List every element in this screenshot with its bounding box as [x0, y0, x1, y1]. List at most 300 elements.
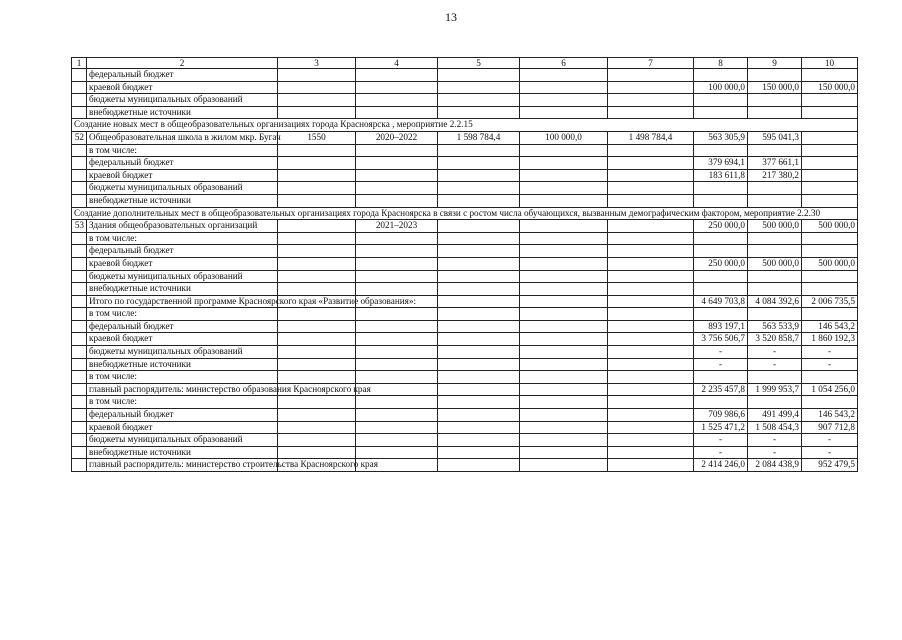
year3-cell: 952 479,5: [802, 459, 858, 472]
cost-cell: [438, 220, 520, 233]
remaining-cost-cell: [608, 270, 694, 283]
spent-before-cell: [520, 220, 608, 233]
year2-cell: -: [748, 434, 802, 447]
year1-cell: 183 611,8: [694, 169, 748, 182]
remaining-cost-cell: [608, 283, 694, 296]
cost-cell: [438, 434, 520, 447]
year1-cell: [694, 69, 748, 82]
year3-cell: [802, 270, 858, 283]
table-row: [72, 283, 858, 296]
name-cell: краевой бюджет: [87, 81, 278, 94]
capacity-cell: [278, 283, 356, 296]
section-title-row: [72, 119, 858, 132]
cost-cell: [438, 295, 520, 308]
row-number-cell: [72, 421, 87, 434]
row-number-cell: [72, 69, 87, 82]
table-row: [72, 220, 858, 233]
remaining-cost-cell: [608, 346, 694, 359]
name-cell: федеральный бюджет: [87, 409, 278, 422]
remaining-cost-cell: [608, 69, 694, 82]
year1-cell: 563 305,9: [694, 131, 748, 144]
year1-cell: 250 000,0: [694, 257, 748, 270]
name-cell: внебюджетные источники: [87, 446, 278, 459]
remaining-cost-cell: [608, 409, 694, 422]
table-row: [72, 295, 858, 308]
spent-before-cell: [520, 69, 608, 82]
table-row: [72, 446, 858, 459]
year3-cell: -: [802, 446, 858, 459]
remaining-cost-cell: [608, 358, 694, 371]
year3-cell: -: [802, 346, 858, 359]
remaining-cost-cell: 1 498 784,4: [608, 131, 694, 144]
year3-cell: 146 543,2: [802, 320, 858, 333]
year2-cell: [748, 232, 802, 245]
year3-cell: [802, 308, 858, 321]
capacity-cell: [278, 446, 356, 459]
period-cell: [356, 169, 438, 182]
period-cell: [356, 194, 438, 207]
row-number-cell: [72, 459, 87, 472]
remaining-cost-cell: [608, 220, 694, 233]
spent-before-cell: [520, 396, 608, 409]
spent-before-cell: [520, 409, 608, 422]
cost-cell: [438, 383, 520, 396]
capacity-cell: [278, 320, 356, 333]
capacity-cell: [278, 232, 356, 245]
capacity-cell: [278, 81, 356, 94]
year2-cell: 1 508 454,3: [748, 421, 802, 434]
table-row: [72, 459, 858, 472]
year1-cell: [694, 182, 748, 195]
year2-cell: [748, 245, 802, 258]
budget-table: [71, 57, 858, 472]
spent-before-cell: [520, 371, 608, 384]
spent-before-cell: [520, 257, 608, 270]
row-number-cell: [72, 358, 87, 371]
table-row: [72, 144, 858, 157]
table-row: [72, 409, 858, 422]
row-number-cell: [72, 194, 87, 207]
remaining-cost-cell: [608, 257, 694, 270]
column-header: 7: [608, 58, 694, 69]
year3-cell: [802, 144, 858, 157]
year3-cell: -: [802, 434, 858, 447]
period-cell: [356, 182, 438, 195]
row-number-cell: [72, 270, 87, 283]
year3-cell: [802, 69, 858, 82]
spent-before-cell: [520, 434, 608, 447]
section-title: Создание новых мест в общеобразовательных организациях города Красноярска , мероприятие 2.2.15: [72, 119, 858, 132]
year3-cell: [802, 396, 858, 409]
year1-cell: [694, 232, 748, 245]
year3-cell: 500 000,0: [802, 220, 858, 233]
period-cell: [356, 371, 438, 384]
name-cell: краевой бюджет: [87, 169, 278, 182]
year3-cell: 500 000,0: [802, 257, 858, 270]
table-row: [72, 333, 858, 346]
table-row: [72, 308, 858, 321]
period-cell: [356, 320, 438, 333]
capacity-cell: [278, 409, 356, 422]
name-cell: в том числе:: [87, 371, 278, 384]
year2-cell: 491 499,4: [748, 409, 802, 422]
name-cell: бюджеты муниципальных образований: [87, 346, 278, 359]
spent-before-cell: [520, 333, 608, 346]
capacity-cell: [278, 94, 356, 107]
year2-cell: 150 000,0: [748, 81, 802, 94]
spent-before-cell: [520, 308, 608, 321]
spent-before-cell: [520, 320, 608, 333]
name-cell: в том числе:: [87, 396, 278, 409]
remaining-cost-cell: [608, 371, 694, 384]
period-cell: [356, 157, 438, 170]
year2-cell: -: [748, 446, 802, 459]
remaining-cost-cell: [608, 459, 694, 472]
name-cell: в том числе:: [87, 232, 278, 245]
year3-cell: 2 006 735,5: [802, 295, 858, 308]
year2-cell: [748, 270, 802, 283]
spent-before-cell: [520, 421, 608, 434]
cost-cell: [438, 169, 520, 182]
row-number-cell: [72, 308, 87, 321]
capacity-cell: [278, 245, 356, 258]
year1-cell: [694, 144, 748, 157]
year1-cell: 2 414 246,0: [694, 459, 748, 472]
remaining-cost-cell: [608, 182, 694, 195]
name-cell: Здания общеобразовательных организаций: [87, 220, 278, 233]
cost-cell: [438, 94, 520, 107]
cost-cell: [438, 308, 520, 321]
column-header: 6: [520, 58, 608, 69]
column-header: 9: [748, 58, 802, 69]
remaining-cost-cell: [608, 421, 694, 434]
column-header: 4: [356, 58, 438, 69]
column-header: 1: [72, 58, 87, 69]
period-cell: [356, 245, 438, 258]
spent-before-cell: [520, 232, 608, 245]
spent-before-cell: [520, 157, 608, 170]
row-number-cell: [72, 333, 87, 346]
name-cell: краевой бюджет: [87, 257, 278, 270]
year1-cell: 250 000,0: [694, 220, 748, 233]
spent-before-cell: [520, 245, 608, 258]
cost-cell: [438, 446, 520, 459]
row-number-cell: [72, 106, 87, 119]
year3-cell: 1 860 192,3: [802, 333, 858, 346]
year3-cell: [802, 245, 858, 258]
table-row: [72, 232, 858, 245]
table-row: [72, 383, 858, 396]
remaining-cost-cell: [608, 81, 694, 94]
table-row: [72, 270, 858, 283]
row-number-cell: [72, 383, 87, 396]
row-number-cell: 53: [72, 220, 87, 233]
capacity-cell: [278, 421, 356, 434]
table-row: [72, 194, 858, 207]
year2-cell: [748, 396, 802, 409]
year3-cell: [802, 157, 858, 170]
remaining-cost-cell: [608, 308, 694, 321]
table-row: [72, 157, 858, 170]
table-row: [72, 434, 858, 447]
cost-cell: [438, 232, 520, 245]
column-header: 2: [87, 58, 278, 69]
capacity-cell: [278, 434, 356, 447]
year1-cell: 4 649 703,8: [694, 295, 748, 308]
year1-cell: 2 235 457,8: [694, 383, 748, 396]
spent-before-cell: [520, 169, 608, 182]
remaining-cost-cell: [608, 446, 694, 459]
year3-cell: -: [802, 358, 858, 371]
capacity-cell: [278, 182, 356, 195]
year2-cell: -: [748, 358, 802, 371]
name-cell: бюджеты муниципальных образований: [87, 270, 278, 283]
capacity-cell: [278, 346, 356, 359]
spent-before-cell: [520, 283, 608, 296]
year2-cell: 4 084 392,6: [748, 295, 802, 308]
cost-cell: [438, 245, 520, 258]
table-row: [72, 182, 858, 195]
year1-cell: [694, 371, 748, 384]
table-row: [72, 320, 858, 333]
remaining-cost-cell: [608, 106, 694, 119]
year2-cell: [748, 69, 802, 82]
spent-before-cell: [520, 346, 608, 359]
year2-cell: [748, 308, 802, 321]
capacity-cell: 1550: [278, 131, 356, 144]
year1-cell: -: [694, 346, 748, 359]
year2-cell: 377 661,1: [748, 157, 802, 170]
period-cell: [356, 81, 438, 94]
row-number-cell: [72, 320, 87, 333]
cost-cell: [438, 81, 520, 94]
spent-before-cell: [520, 106, 608, 119]
name-cell: федеральный бюджет: [87, 320, 278, 333]
year3-cell: [802, 283, 858, 296]
table-row: [72, 358, 858, 371]
year2-cell: -: [748, 346, 802, 359]
capacity-cell: [278, 358, 356, 371]
year1-cell: [694, 270, 748, 283]
name-cell: главный распорядитель: министерство строительства Красноярского края: [87, 459, 278, 472]
capacity-cell: [278, 333, 356, 346]
year2-cell: 563 533,9: [748, 320, 802, 333]
year1-cell: 100 000,0: [694, 81, 748, 94]
name-cell: федеральный бюджет: [87, 245, 278, 258]
capacity-cell: [278, 169, 356, 182]
remaining-cost-cell: [608, 383, 694, 396]
year3-cell: [802, 371, 858, 384]
name-cell: главный распорядитель: министерство образования Красноярского края: [87, 383, 278, 396]
period-cell: [356, 333, 438, 346]
year1-cell: [694, 283, 748, 296]
year3-cell: 1 054 256,0: [802, 383, 858, 396]
period-cell: [356, 346, 438, 359]
year3-cell: [802, 194, 858, 207]
year2-cell: 2 084 438,9: [748, 459, 802, 472]
name-cell: бюджеты муниципальных образований: [87, 94, 278, 107]
year1-cell: [694, 194, 748, 207]
period-cell: [356, 94, 438, 107]
capacity-cell: [278, 371, 356, 384]
row-number-cell: [72, 232, 87, 245]
period-cell: [356, 358, 438, 371]
cost-cell: [438, 69, 520, 82]
spent-before-cell: [520, 295, 608, 308]
table-header-row: [72, 58, 858, 69]
capacity-cell: [278, 157, 356, 170]
remaining-cost-cell: [608, 232, 694, 245]
row-number-cell: [72, 446, 87, 459]
name-cell: в том числе:: [87, 144, 278, 157]
name-cell: внебюджетные источники: [87, 358, 278, 371]
cost-cell: [438, 333, 520, 346]
cost-cell: [438, 157, 520, 170]
capacity-cell: [278, 396, 356, 409]
cost-cell: [438, 358, 520, 371]
year1-cell: 3 756 506,7: [694, 333, 748, 346]
row-number-cell: [72, 257, 87, 270]
year1-cell: 1 525 471,2: [694, 421, 748, 434]
table-row: [72, 131, 858, 144]
column-header: 3: [278, 58, 356, 69]
table-row: [72, 169, 858, 182]
name-cell: внебюджетные источники: [87, 194, 278, 207]
year2-cell: 3 520 858,7: [748, 333, 802, 346]
row-number-cell: [72, 371, 87, 384]
cost-cell: [438, 409, 520, 422]
period-cell: 2021–2023: [356, 220, 438, 233]
period-cell: [356, 421, 438, 434]
year2-cell: 500 000,0: [748, 220, 802, 233]
period-cell: [356, 446, 438, 459]
section-title: Создание дополнительных мест в общеобразовательных организациях города Красноярска в связи с ростом числа обучающихся, вызванным демографическим фактором, мероприятие 2.2.30: [72, 207, 858, 220]
capacity-cell: [278, 270, 356, 283]
year2-cell: [748, 182, 802, 195]
year3-cell: [802, 182, 858, 195]
column-header: 5: [438, 58, 520, 69]
period-cell: [356, 232, 438, 245]
remaining-cost-cell: [608, 295, 694, 308]
table-row: [72, 94, 858, 107]
table-row: [72, 396, 858, 409]
remaining-cost-cell: [608, 245, 694, 258]
spent-before-cell: [520, 383, 608, 396]
row-number-cell: [72, 396, 87, 409]
row-number-cell: 52: [72, 131, 87, 144]
year3-cell: 907 712,8: [802, 421, 858, 434]
row-number-cell: [72, 94, 87, 107]
table-row: [72, 421, 858, 434]
row-number-cell: [72, 409, 87, 422]
cost-cell: [438, 396, 520, 409]
table-row: [72, 106, 858, 119]
cost-cell: [438, 346, 520, 359]
period-cell: [356, 283, 438, 296]
row-number-cell: [72, 346, 87, 359]
period-cell: 2020–2022: [356, 131, 438, 144]
remaining-cost-cell: [608, 144, 694, 157]
year2-cell: [748, 94, 802, 107]
year3-cell: [802, 94, 858, 107]
year2-cell: [748, 106, 802, 119]
capacity-cell: [278, 144, 356, 157]
year2-cell: [748, 144, 802, 157]
table-row: [72, 81, 858, 94]
remaining-cost-cell: [608, 157, 694, 170]
year3-cell: [802, 106, 858, 119]
period-cell: [356, 270, 438, 283]
cost-cell: [438, 371, 520, 384]
capacity-cell: [278, 308, 356, 321]
table-row: [72, 371, 858, 384]
remaining-cost-cell: [608, 169, 694, 182]
capacity-cell: [278, 106, 356, 119]
period-cell: [356, 144, 438, 157]
remaining-cost-cell: [608, 194, 694, 207]
name-cell: Итого по государственной программе Красноярского края «Развитие образования»:: [87, 295, 278, 308]
row-number-cell: [72, 157, 87, 170]
year3-cell: 150 000,0: [802, 81, 858, 94]
cost-cell: 1 598 784,4: [438, 131, 520, 144]
table-row: [72, 346, 858, 359]
remaining-cost-cell: [608, 94, 694, 107]
section-title-row: [72, 207, 858, 220]
period-cell: [356, 106, 438, 119]
period-cell: [356, 409, 438, 422]
spent-before-cell: [520, 358, 608, 371]
year3-cell: 146 543,2: [802, 409, 858, 422]
name-cell: федеральный бюджет: [87, 69, 278, 82]
row-number-cell: [72, 182, 87, 195]
spent-before-cell: [520, 94, 608, 107]
cost-cell: [438, 106, 520, 119]
row-number-cell: [72, 434, 87, 447]
spent-before-cell: [520, 144, 608, 157]
spent-before-cell: [520, 194, 608, 207]
cost-cell: [438, 270, 520, 283]
year1-cell: 893 197,1: [694, 320, 748, 333]
remaining-cost-cell: [608, 434, 694, 447]
year2-cell: [748, 283, 802, 296]
name-cell: внебюджетные источники: [87, 283, 278, 296]
year1-cell: -: [694, 358, 748, 371]
capacity-cell: [278, 69, 356, 82]
row-number-cell: [72, 169, 87, 182]
cost-cell: [438, 421, 520, 434]
capacity-cell: [278, 220, 356, 233]
cost-cell: [438, 194, 520, 207]
year2-cell: [748, 371, 802, 384]
table-row: [72, 257, 858, 270]
period-cell: [356, 396, 438, 409]
row-number-cell: [72, 295, 87, 308]
row-number-cell: [72, 245, 87, 258]
remaining-cost-cell: [608, 333, 694, 346]
spent-before-cell: 100 000,0: [520, 131, 608, 144]
spent-before-cell: [520, 446, 608, 459]
cost-cell: [438, 283, 520, 296]
spent-before-cell: [520, 459, 608, 472]
capacity-cell: [278, 194, 356, 207]
year3-cell: [802, 169, 858, 182]
cost-cell: [438, 144, 520, 157]
period-cell: [356, 257, 438, 270]
name-cell: внебюджетные источники: [87, 106, 278, 119]
period-cell: [356, 434, 438, 447]
cost-cell: [438, 320, 520, 333]
cost-cell: [438, 257, 520, 270]
